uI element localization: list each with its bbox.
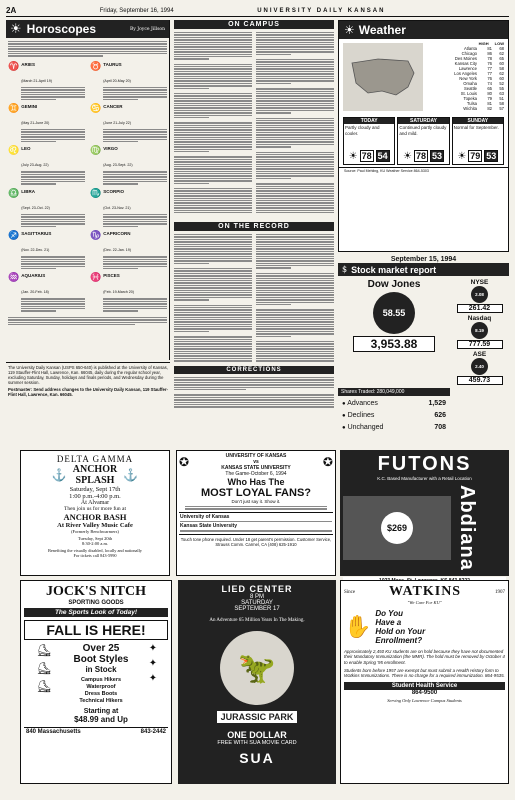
fans-top (179, 453, 333, 471)
watkins-q2: Have a (375, 618, 402, 627)
index-change: 2.08 (471, 286, 488, 303)
watkins-header (344, 584, 505, 600)
day-desc: Normal for September. (453, 125, 499, 130)
sign-dates: (Sept. 23-Oct. 22) (21, 205, 50, 210)
forecast-day (343, 117, 395, 165)
sign-dates: (Oct. 23-Nov. 21) (103, 205, 131, 210)
weather-title: Weather (358, 23, 406, 37)
horoscopes-byline: By Joyce Jillson (130, 26, 165, 32)
jocks-brands (64, 677, 138, 705)
forecast-days (339, 115, 508, 167)
index-value: 777.59 (457, 340, 503, 349)
horoscope-sign (8, 146, 85, 184)
horoscopes-title: Horoscopes (26, 22, 97, 36)
fans-body (185, 506, 327, 510)
weather-city-area (339, 39, 508, 115)
weather-icon: ☀ (402, 150, 412, 162)
city-table (427, 39, 508, 115)
jocks-brand: Technical Hikers (79, 698, 123, 704)
city-name: New York (459, 76, 477, 81)
sign-dates: (Jan. 20-Feb. 18) (21, 290, 49, 295)
city-name: Omaha (463, 81, 477, 86)
dow-jones-block (338, 279, 450, 387)
day-desc: Continued partly cloudy and mild. (399, 125, 447, 136)
jocks-brand: Waterproof (86, 684, 116, 690)
watkins-health: Student Health Service (344, 682, 505, 690)
lied-adventure: An Adventure 65 Million Years In The Making. (209, 618, 305, 623)
day-name: SATURDAY (398, 118, 448, 124)
fans-line1: UNIVERSITY OF KANSAS (225, 453, 287, 459)
breadth-rows (338, 396, 450, 436)
col-low: LOW (494, 41, 504, 46)
city-low: 55 (499, 86, 504, 91)
watkins-q4: Enrollment? (375, 636, 423, 645)
city-low: 62 (499, 51, 504, 56)
logo-icon: ✦ (148, 643, 158, 654)
watkins-question (375, 609, 425, 645)
fans-ku: University of Kansas (180, 513, 230, 520)
sign-dates: (July 23-Aug. 22) (21, 163, 49, 168)
delta-gamma-ad (20, 450, 170, 576)
record-col-2 (256, 234, 334, 362)
futons-sub: K.C. Based Manufacturer with a Retail Location (377, 476, 472, 481)
forecast-day (452, 117, 504, 165)
zodiac-icon: ♋ (90, 104, 102, 115)
dg-former: (Formerly Benchwarmers) (71, 529, 119, 534)
minor-indices (450, 279, 509, 387)
shares-value: 280,049,000 (376, 389, 405, 395)
lied-day: SATURDAY (241, 600, 273, 606)
jocks-sub: SPORTING GOODS (68, 600, 124, 606)
jocks-logos-left (24, 643, 64, 724)
day-name: SUNDAY (453, 118, 503, 124)
city-low: 65 (499, 56, 504, 61)
lied-sua: SUA (239, 750, 275, 766)
dow-value: 3,953.88 (353, 336, 435, 352)
campus-col-2 (256, 32, 334, 213)
sign-dates: (Feb. 19-March 20) (103, 290, 134, 295)
fans-schools (179, 512, 333, 535)
sign-dates: (Nov. 22-Dec. 21) (21, 248, 50, 253)
index-nasdaq (450, 315, 509, 349)
advances-value: 1,529 (428, 400, 446, 407)
sign-grid (6, 60, 169, 314)
city-low: 57 (499, 106, 504, 111)
city-high: 76 (487, 61, 492, 66)
fans-q1: Who Has The (227, 477, 285, 487)
sun-cloud-icon: ☀ (344, 23, 355, 37)
sun-icon: ☀ (10, 21, 22, 37)
jocks-price: $48.99 and Up (74, 715, 128, 724)
city-name: Des Moines (454, 56, 477, 61)
market-banner (338, 263, 509, 276)
lied-center-ad (178, 580, 336, 784)
sign-dates: (March 21-April 19) (21, 78, 52, 83)
jocks-slogan: The Sports Look of Today! (24, 608, 168, 617)
day-low: 54 (377, 151, 388, 161)
dow-change: 58.55 (373, 292, 415, 334)
dg-name: DELTA GAMMA (56, 454, 134, 464)
horoscope-sign (8, 62, 85, 100)
index-name: ASE (472, 351, 487, 358)
city-name: Topeka (463, 96, 477, 101)
masthead-postmaster: Postmaster: Send address changes to the University Daily Kansan, 119 Stauffer-Flint Hall, Lawrence, Kan. 66045. (8, 387, 168, 397)
city-name: Atlanta (463, 46, 477, 51)
zodiac-icon: ♉ (90, 61, 102, 72)
lied-movie: JURASSIC PARK (217, 711, 298, 723)
city-row (427, 106, 508, 111)
weather-banner (339, 21, 508, 39)
sign-dates: (Aug. 23-Sept. 22) (103, 163, 133, 168)
weather-source: Source: Paul Mehling, KU Weather Service 864-5303 (339, 167, 508, 174)
sign-name: LIBRA (21, 188, 35, 194)
sign-name: SAGITTARIUS (21, 231, 52, 237)
zodiac-icon: ♏ (90, 188, 102, 199)
jocks-boot: Boot Styles (73, 654, 129, 665)
horoscopes-footer (8, 317, 167, 326)
jocks-phone: 843-2442 (140, 729, 166, 735)
city-name: Kansas City (454, 61, 477, 66)
logo-icon: ✦ (148, 658, 158, 669)
jocks-brand: Dress Boots (84, 691, 118, 697)
city-high: 81 (487, 46, 492, 51)
fans-ksu: Kansas State University (180, 523, 237, 530)
dg-time: 1:00 p.m.-4:00 p.m. (69, 493, 121, 500)
futons-name: FUTONS (377, 453, 472, 475)
sign-name: CAPRICORN (103, 231, 131, 237)
city-low: 62 (499, 71, 504, 76)
record-col-1 (174, 234, 252, 362)
zodiac-icon: ♑ (90, 231, 102, 242)
index-change: 2.40 (471, 358, 488, 375)
circle-icon: ● (342, 425, 346, 431)
day-low: 53 (431, 151, 442, 161)
dg-tue-time: 8:30-2:00 a.m. (81, 541, 109, 546)
sign-dates: (June 21-July 22) (103, 121, 131, 126)
lied-free: FREE WITH SUA MOVIE CARD (217, 740, 297, 746)
boot-icon: ⛸ (36, 661, 52, 675)
city-low: 68 (499, 46, 504, 51)
sign-dates: (April 20-May 20) (103, 78, 131, 83)
zodiac-icon: ♍ (90, 146, 102, 157)
circle-icon: ● (342, 401, 346, 407)
city-high: 82 (487, 106, 492, 111)
fans-date: The Game-October 6, 1994 (225, 471, 287, 477)
sign-name: AQUARIUS (21, 273, 46, 279)
city-low: 60 (499, 61, 504, 66)
campus-col-1 (174, 32, 252, 213)
weather-box (338, 20, 509, 252)
horoscopes-intro (8, 41, 167, 57)
declines-row: ● Declines 626 (342, 410, 446, 422)
day-low: 53 (486, 151, 497, 161)
city-name: Tulsa (466, 101, 477, 106)
us-map-icon (348, 53, 418, 101)
wildcat-icon: ✪ (322, 455, 333, 469)
futon-photo (343, 496, 451, 560)
jocks-over: Over 25 (82, 643, 120, 654)
sign-name: VIRGO (103, 146, 118, 152)
jocks-nitch-ad (20, 580, 172, 784)
day-high: 79 (470, 151, 481, 161)
horoscope-sign (90, 189, 167, 227)
zodiac-icon: ♌ (8, 146, 20, 157)
on-campus-heading: ON CAMPUS (174, 20, 334, 29)
declines-value: 626 (434, 412, 446, 419)
fans-tagline: Don't just say it. Show it. (231, 499, 281, 504)
city-rows (427, 46, 508, 111)
index-value: 261.42 (457, 304, 503, 313)
on-the-record-section (174, 222, 334, 362)
index-nyse (450, 279, 509, 313)
shares-label: Shares Traded: (341, 389, 376, 395)
index-name: Nasdaq (467, 315, 492, 322)
city-name: Wichita (463, 106, 477, 111)
city-low: 51 (499, 96, 504, 101)
sign-name: TAURUS (103, 61, 122, 67)
watkins-name: WATKINS (389, 584, 462, 599)
market-date: September 15, 1994 (390, 256, 457, 263)
dinosaur-icon: 🦖 (238, 650, 276, 686)
city-high: 86 (487, 51, 492, 56)
futons-ad (340, 450, 509, 576)
dg-date: Saturday, Sept 17th (69, 486, 121, 493)
jocks-start: Starting at (83, 708, 119, 715)
dg-event1: ANCHOR (72, 464, 118, 475)
boot-icon: ⛸ (36, 679, 52, 693)
day-name: TODAY (344, 118, 394, 124)
loyal-fans-ad (176, 450, 336, 576)
corrections-heading: CORRECTIONS (174, 366, 334, 374)
anchor-icon: ⚓ (51, 468, 67, 482)
watkins-care: "We Care For KU" (407, 600, 442, 605)
city-name: Los Angeles (454, 71, 477, 76)
futons-store: Abdiana (456, 485, 478, 571)
dg-benefit: Benefiting the visually disabled, locally and nationally (48, 548, 142, 553)
horoscopes-banner (6, 20, 169, 38)
masthead-text: The University Daily Kansan (USPS 650-640) is published at the University of Kansas, 119 Stauffer-Flint Hall, Lawrence, Kan. 66045, daily during the regular school year, excluding Saturday, Sunday, holidays and finals periods, and Wednesday during the summer session. (8, 365, 168, 385)
zodiac-icon: ♎ (8, 188, 20, 199)
city-low: 63 (499, 91, 504, 96)
sign-name: GEMINI (21, 104, 38, 110)
lied-dollar: ONE DOLLAR (227, 730, 287, 740)
watkins-ad (340, 580, 509, 784)
jocks-text (64, 643, 138, 724)
circle-icon: ● (342, 413, 346, 419)
city-high: 80 (487, 91, 492, 96)
fans-touch: Touch tone phone required. Under 18 get parent's permission. Customer Service, Strauss Comm. Carmel, CA (408) 625-1910 (180, 536, 332, 547)
sign-name: PISCES (103, 273, 120, 279)
on-the-record-heading: ON THE RECORD (174, 222, 334, 231)
weather-map (343, 43, 423, 111)
dow-label: Dow Jones (367, 279, 421, 290)
jocks-logos-right (138, 643, 168, 724)
horoscope-sign (8, 231, 85, 269)
market-title: Stock market report (351, 264, 437, 275)
weather-icon: ☀ (348, 150, 358, 162)
lied-date: SEPTEMBER 17 (234, 606, 280, 612)
fans-line3: KANSAS STATE UNIVERSITY (221, 465, 291, 471)
boot-icon: ⛸ (36, 643, 52, 657)
dg-title (24, 464, 166, 486)
masthead-box (6, 362, 170, 414)
city-name: Lawrence (458, 66, 477, 71)
index-change: 8.19 (471, 322, 488, 339)
watkins-hphone: 864-9500 (411, 690, 438, 697)
jocks-instock: in Stock (85, 665, 117, 674)
market-breadth (338, 388, 450, 436)
anchor-icon: ⚓ (123, 468, 139, 482)
jocks-address: 840 Massachusetts (26, 729, 81, 735)
dg-venue: At River Valley Music Cafe (57, 522, 133, 529)
watkins-serving: Serving Only Lawrence Campus Students (387, 698, 462, 704)
watkins-year: 1907 (494, 589, 505, 595)
watkins-headline (344, 609, 505, 645)
day-desc: Partly cloudy and cooler. (345, 125, 380, 136)
paper-name: UNIVERSITY DAILY KANSAN (257, 7, 386, 14)
city-low: 60 (499, 76, 504, 81)
horoscope-sign (8, 273, 85, 311)
stock-market-box (338, 256, 509, 431)
page-header (6, 5, 509, 17)
dg-event2: SPLASH (75, 475, 115, 486)
advances-row: ● Advances 1,529 (342, 398, 446, 410)
watkins-body2: Students born before 1957 are exempt but must submit a Health History form to Watkins Immunizations. There is no charge for a required immunization. 864-9535. (344, 667, 505, 679)
on-campus-columns (174, 32, 334, 213)
zodiac-icon: ♐ (8, 231, 20, 242)
sign-dates: (May 21-June 20) (21, 121, 50, 126)
dollar-icon: $ (342, 265, 348, 274)
city-name: Seattle (463, 86, 477, 91)
city-high: 78 (487, 56, 492, 61)
zodiac-icon: ♈ (8, 61, 20, 72)
record-columns (174, 234, 334, 362)
horoscope-sign (90, 231, 167, 269)
page-number: 2A (6, 6, 17, 15)
index-name: NYSE (470, 279, 489, 286)
futons-price: $269 (381, 512, 413, 544)
sign-name: CANCER (103, 104, 123, 110)
horoscope-sign (90, 104, 167, 142)
city-low: 58 (499, 66, 504, 71)
fans-line2: vs (253, 459, 259, 465)
watkins-q3: Hold on Your (375, 627, 426, 636)
dg-event3: ANCHOR BASH (63, 512, 127, 522)
jocks-name: JOCK'S NITCH (46, 584, 146, 599)
sign-name: ARIES (21, 61, 35, 67)
jocks-fall: FALL IS HERE! (24, 620, 168, 640)
dg-join: Then join us for more fun at (63, 506, 126, 512)
market-indices (338, 279, 509, 387)
horoscopes-column (6, 20, 170, 360)
horoscope-sign (90, 62, 167, 100)
sign-name: SCORPIO (103, 188, 124, 194)
weather-icon: ☀ (457, 150, 467, 162)
corrections-section (174, 366, 334, 414)
shares-traded (338, 388, 450, 396)
watkins-q1: Do You (375, 609, 403, 618)
day-high: 78 (415, 151, 426, 161)
sign-dates: (Dec. 22-Jan. 19) (103, 248, 131, 253)
unchanged-row: ● Unchanged 708 (342, 422, 446, 434)
horoscope-sign (90, 273, 167, 311)
city-high: 65 (487, 86, 492, 91)
market-stats (338, 388, 509, 436)
city-low: 52 (499, 81, 504, 86)
issue-date: Friday, September 16, 1994 (99, 7, 174, 14)
forecast-day (397, 117, 449, 165)
jocks-body (24, 643, 168, 724)
logo-icon: ✦ (148, 673, 158, 684)
city-high: 77 (487, 66, 492, 71)
index-ase (450, 351, 509, 385)
city-high: 79 (487, 96, 492, 101)
horoscope-sign (8, 104, 85, 142)
city-low: 58 (499, 101, 504, 106)
watkins-since: Since (344, 589, 356, 595)
jayhawk-icon: ✪ (179, 455, 190, 469)
futons-middle (343, 485, 506, 571)
day-high: 78 (361, 151, 372, 161)
on-campus-section (174, 20, 334, 220)
hand-icon: ✋ (344, 614, 372, 640)
unchanged-value: 708 (434, 424, 446, 431)
dg-tickets: For tickets call 843-5990 (73, 553, 117, 558)
jocks-footer (24, 727, 168, 736)
fans-q2: MOST LOYAL FANS? (200, 487, 311, 499)
city-name: St. Louis (460, 91, 477, 96)
lied-name: LIED CENTER (221, 584, 293, 594)
city-high: 77 (487, 71, 492, 76)
dg-tue: Tuesday, Sept 20th (77, 536, 113, 541)
jocks-brand: Campus Hikers (80, 677, 122, 683)
corrections-body (174, 377, 334, 408)
jurassic-logo (220, 631, 294, 705)
city-high: 74 (487, 81, 492, 86)
dg-place: At Alvamar (80, 500, 110, 506)
zodiac-icon: ♓ (90, 273, 102, 284)
city-high: 76 (487, 76, 492, 81)
zodiac-icon: ♊ (8, 104, 20, 115)
city-high: 81 (487, 101, 492, 106)
horoscope-sign (8, 189, 85, 227)
watkins-body1: Approximately 2,450 KU students are on hold because they have not documented their Mandatory Immunization (the MMR). The hold must be removed by October 4 to enable Spring '95 enrollment. (344, 649, 505, 665)
lied-time: 8 PM (249, 594, 264, 600)
city-name: Chicago (461, 51, 477, 56)
sign-name: LEO (21, 146, 31, 152)
horoscope-sign (90, 146, 167, 184)
col-high: HIGH (478, 41, 489, 46)
zodiac-icon: ♒ (8, 273, 20, 284)
index-value: 459.73 (457, 376, 503, 385)
